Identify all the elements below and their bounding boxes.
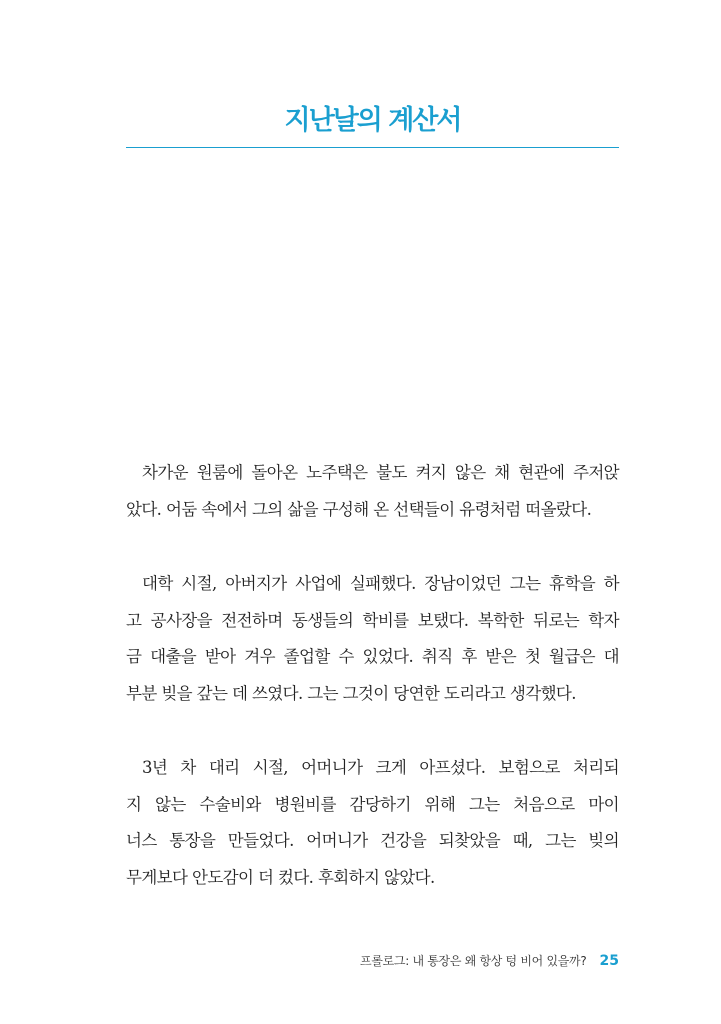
text-line: 차가운 원룸에 돌아온 노주택은 불도 켜지 않은 채 현관에 주저앉 — [142, 463, 619, 482]
text-line: 지 않는 수술비와 병원비를 감당하기 위해 그는 처음으로 마이 — [126, 794, 619, 814]
text-line: 부분 빚을 갚는 데 쓰였다. 그는 그것이 당연한 도리라고 생각했다. — [126, 683, 576, 703]
text-line: 고 공사장을 전전하며 동생들의 학비를 보탰다. 복학한 뒤로는 학자 — [126, 610, 619, 630]
page-footer — [360, 950, 619, 969]
page-number: 25 — [599, 953, 619, 969]
text-line: 3년 차 대리 시절, 어머니가 크게 아프셨다. 보험으로 처리되 — [142, 758, 619, 777]
paragraph — [126, 750, 619, 896]
text-line: 았다. 어둠 속에서 그의 삶을 구성해 온 선택들이 유령처럼 떠올랐다. — [126, 499, 592, 519]
text-line: 대학 시절, 아버지가 사업에 실패했다. 장남이었던 그는 휴학을 하 — [142, 574, 619, 593]
running-head: 프롤로그: 내 통장은 왜 항상 텅 비어 있을까? — [360, 954, 587, 968]
chapter-title: 지난날의 계산서 — [284, 105, 461, 136]
text-line: 너스 통장을 만들었다. 어머니가 건강을 되찾았을 때, 그는 빚의 — [126, 831, 619, 850]
paragraph — [126, 566, 619, 712]
body-text — [126, 455, 619, 934]
title-rule — [126, 147, 619, 148]
text-line: 무게보다 안도감이 더 컸다. 후회하지 않았다. — [126, 867, 435, 887]
text-line: 금 대출을 받아 겨우 졸업할 수 있었다. 취직 후 받은 첫 월급은 대 — [126, 647, 619, 666]
paragraph — [126, 455, 619, 528]
